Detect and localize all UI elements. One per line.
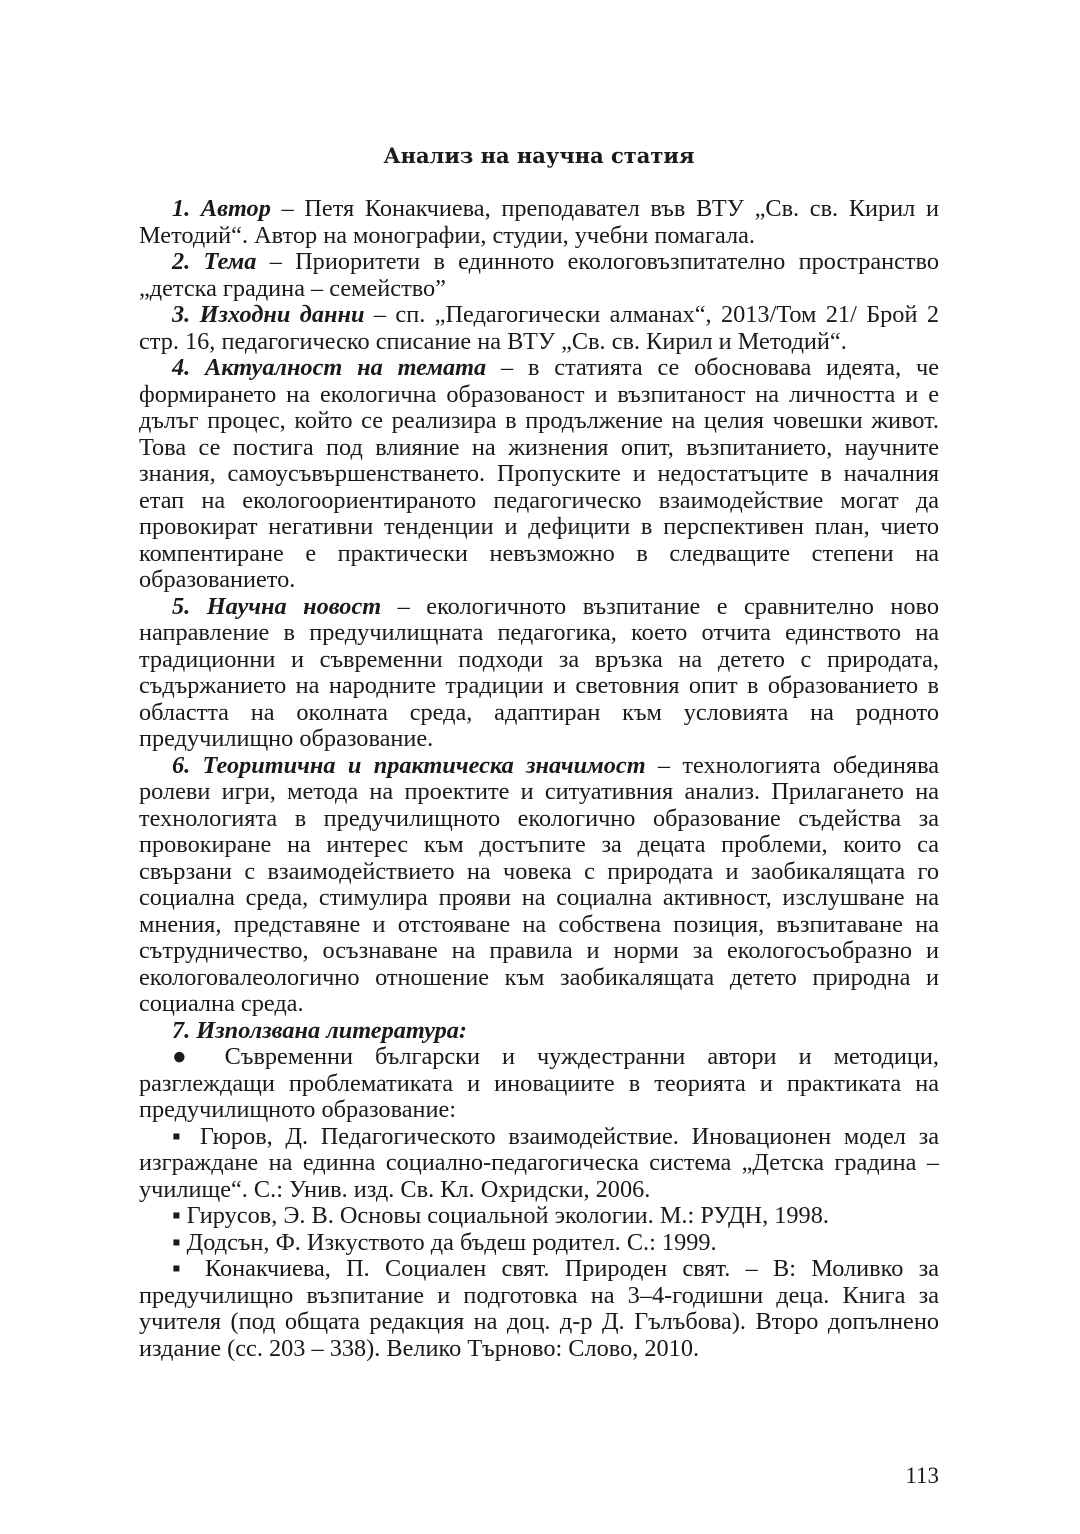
section-scientific-novelty <box>139 594 939 753</box>
reference-item: ▪ Гирусов, Э. В. Основы социальной экологии. М.: РУДН, 1998. <box>172 1202 829 1229</box>
page-number: 113 <box>905 1463 939 1488</box>
section-heading: 3. Изходни данни <box>172 301 365 328</box>
page-title: Анализ на научна статия <box>383 143 695 168</box>
article-body <box>139 196 939 1362</box>
reference-item: ▪ Додсън, Ф. Изкуството да бъдеш родител. С.: 1999. <box>172 1228 717 1256</box>
section-text: – сп. „Педагогически алманах“, 2013/Том 21/ Брой 2 стр. 16, педагогическо списание на ВТУ „Св. св. Кирил и Методий“. <box>139 301 939 355</box>
section-significance <box>139 753 939 1018</box>
section-text: – екологичното възпитание е сравнително ново направление в предучилищната педагогика, което отчита единството на традиционни и съвременни подходи за връзка на детето с природата, съдържанието на народните традиции и световния опит в образованието в областта на околната среда, адаптиран към условията на родното предучилищно образование. <box>139 592 939 752</box>
literature-intro: ● Съвременни български и чуждестранни автори и методици, разглеждащи проблематиката и иновациите в теорията и практиката на предучилищното образование: <box>139 1043 939 1123</box>
section-heading: 5. Научна новост <box>172 592 382 620</box>
section-text: – технологията обединява ролеви игри, метода на проектите и ситуативния анализ. Прилагането на технологията в предучилищното екологично образование съдейства за провокиране на интерес към достъпите за децата проблеми, които са свързани с взаимодействието на човека с природата и заобикалящата го социална среда, стимулира прояви на социална активност, изслушване на мнения, представяне и отстояване на собствена позиция, възпитаване на сътрудничество, осъзнаване на правила и норми за екологосъобразно и екологовалеологично отношение към заобикалящата детето природна и социална среда. <box>139 751 940 1017</box>
section-heading: 6. Теоритична и практическа значимост <box>172 751 646 779</box>
section-text: – Петя Конакчиева, преподавател във ВТУ „Св. св. Кирил и Методий“. Автор на монографии, студии, учебни помагала. <box>139 195 939 249</box>
section-relevance <box>139 355 939 594</box>
section-author <box>139 196 939 249</box>
section-literature <box>139 1018 939 1045</box>
section-heading: 4. Актуалност на темата <box>172 354 487 381</box>
section-heading: 7. Използвана литература: <box>172 1016 468 1044</box>
section-heading: 2. Тема <box>172 248 257 275</box>
section-heading: 1. Автор <box>172 195 271 222</box>
section-topic <box>139 249 939 302</box>
reference-item: ▪ Конакчиева, П. Социален свят. Природен свят. – В: Моливко за предучилищно възпитание и подготовка на 3–4-годишни деца. Книга за учителя (под общата редакция на доц. д-р Д. Гълъбова). Второ допълнено издание (сс. 203 – 338). Велико Търново: Слово, 2010. <box>139 1255 939 1362</box>
section-text: – в статията се обосновава идеята, че формирането на екологична образованост и възпитаност на личността и е дълъг процес, който се реализира в продължение на целия човешки живот. Това се постига под влияние на жизнения опит, възпитанието, научните знания, самоусъвършенстването. Пропуските и недостатъците в началния етап на екологоориентираното педагогическо взаимодействие могат да провокират негативни тенденции и дефицити в перспективен план, чието компентиране е практически невъзможно в следващите степени на образованието. <box>139 354 939 593</box>
section-source-data <box>139 302 939 355</box>
reference-item: ▪ Гюров, Д. Педагогическото взаимодействие. Иновационен модел за изграждане на единна социално-педагогическа система „Детска градина – училище“. С.: Унив. изд. Св. Кл. Охридски, 2006. <box>139 1122 939 1203</box>
section-text: – Приоритети в единното екологовъзпитателно пространство „детска градина – семейство” <box>139 248 939 302</box>
